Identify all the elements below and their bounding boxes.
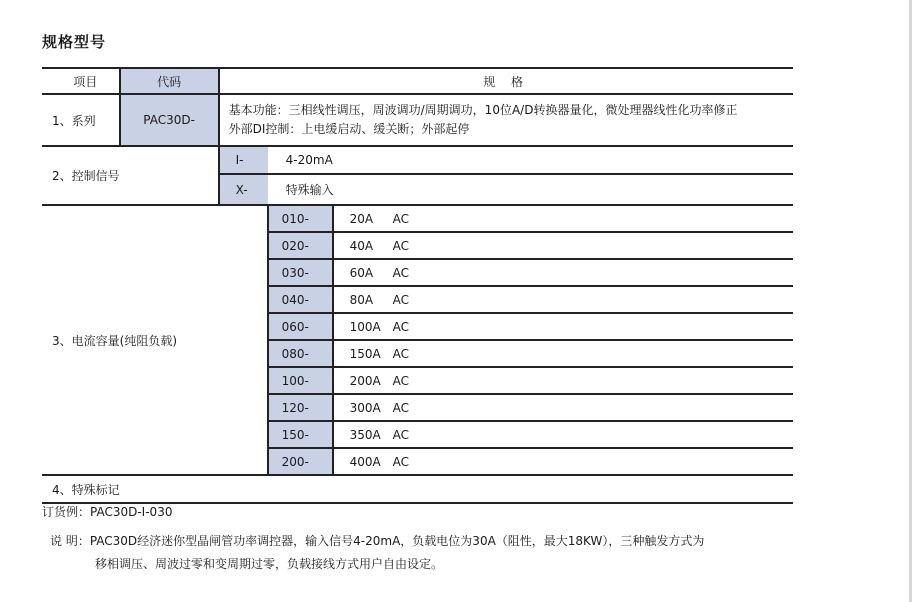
current-value <box>333 367 793 394</box>
current-type: AC <box>392 346 410 361</box>
current-code: 010- <box>268 205 333 232</box>
control-signal-label: 2、控制信号 <box>42 146 120 205</box>
current-type: AC <box>392 454 410 469</box>
current-code: 080- <box>268 340 333 367</box>
current-code: 120- <box>268 394 333 421</box>
current-value <box>333 340 793 367</box>
current-value <box>333 205 793 232</box>
series-code: PAC30D- <box>120 94 219 146</box>
current-amp: 100A <box>349 319 381 334</box>
current-amp: 40A <box>349 238 374 253</box>
current-type: AC <box>392 400 410 415</box>
current-amp: 350A <box>349 427 381 442</box>
current-capacity-label: 3、电流容量(纯阻负载) <box>42 205 219 475</box>
table-header-row <box>42 68 793 94</box>
current-amp: 200A <box>349 373 381 388</box>
current-code: 200- <box>268 448 333 475</box>
spec-table <box>42 67 793 504</box>
signal-row <box>42 146 793 174</box>
current-amp: 300A <box>349 400 381 415</box>
series-row <box>42 94 793 146</box>
header-code: 代码 <box>120 68 219 94</box>
header-item: 项目 <box>42 68 120 94</box>
current-value <box>333 286 793 313</box>
current-code: 020- <box>268 232 333 259</box>
series-desc-line2: 外部DI控制：上电缓启动、缓关断；外部起停 <box>228 122 470 136</box>
note-line2: 移相调压、周波过零和变周期过零，负载接线方式用户自由设定。 <box>95 557 444 571</box>
current-value <box>333 394 793 421</box>
special-mark-row <box>42 475 793 503</box>
header-spec: 规 格 <box>219 68 793 94</box>
current-capacity-gap <box>219 205 268 475</box>
current-type: AC <box>392 292 410 307</box>
current-type: AC <box>392 238 410 253</box>
page-title: 规格型号 <box>42 33 107 51</box>
current-amp: 400A <box>349 454 381 469</box>
current-type: AC <box>392 373 410 388</box>
current-value <box>333 421 793 448</box>
signal-code: X- <box>219 174 268 205</box>
order-example: 订货例：PAC30D-I-030 <box>42 505 173 519</box>
signal-value: 4-20mA <box>268 146 793 174</box>
series-label: 1、系列 <box>42 94 120 146</box>
control-signal-code-blank <box>120 146 219 205</box>
current-amp: 80A <box>349 292 374 307</box>
current-amp: 60A <box>349 265 374 280</box>
current-type: AC <box>392 265 410 280</box>
current-code: 060- <box>268 313 333 340</box>
special-mark-label: 4、特殊标记 <box>42 475 793 503</box>
current-type: AC <box>392 211 410 226</box>
current-code: 040- <box>268 286 333 313</box>
series-description <box>219 94 793 146</box>
current-value <box>333 313 793 340</box>
current-value <box>333 448 793 475</box>
current-amp: 20A <box>349 211 374 226</box>
note-line1: 说 明：PAC30D经济迷你型晶闸管功率调控器，输入信号4-20mA，负载电位为30A（阻性，最大18KW），三种触发方式为 <box>50 534 705 548</box>
current-code: 150- <box>268 421 333 448</box>
series-desc-line1: 基本功能：三相线性调压，周波调功/周期调功，10位A/D转换器量化，微处理器线性化功率修正 <box>228 103 738 117</box>
current-value <box>333 232 793 259</box>
current-row <box>42 205 793 232</box>
current-type: AC <box>392 319 410 334</box>
current-code: 100- <box>268 367 333 394</box>
current-code: 030- <box>268 259 333 286</box>
signal-value: 特殊输入 <box>268 174 793 205</box>
current-type: AC <box>392 427 410 442</box>
current-amp: 150A <box>349 346 381 361</box>
signal-code: I- <box>219 146 268 174</box>
current-value <box>333 259 793 286</box>
